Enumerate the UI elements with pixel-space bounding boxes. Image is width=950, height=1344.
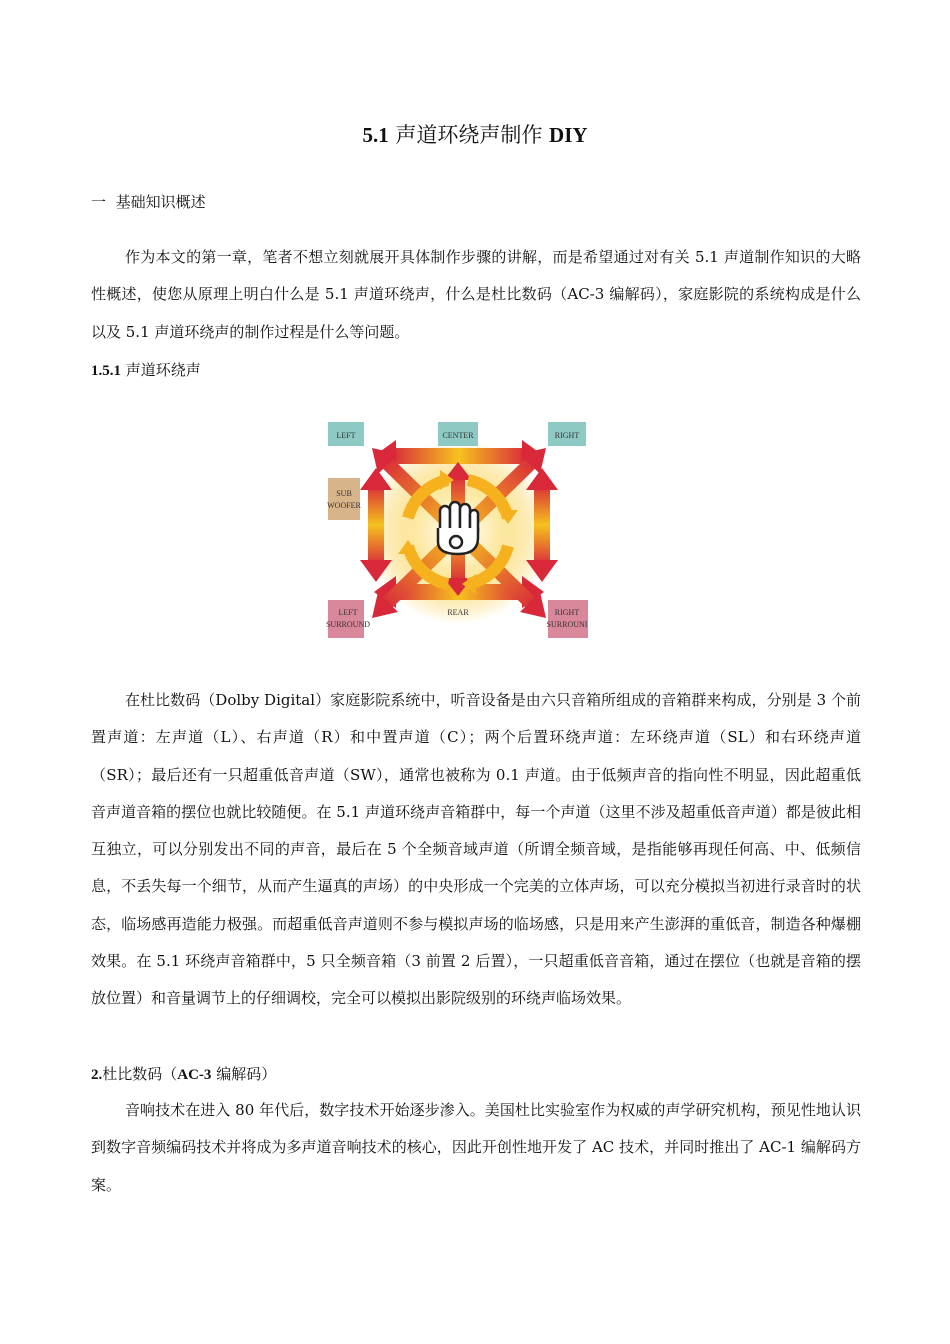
speaker-right-surround (547, 600, 588, 638)
speaker-rs-label-1: RIGHT (554, 608, 580, 617)
speaker-sub-label-2: WOOFER (327, 501, 361, 510)
listener-hand-icon (438, 502, 478, 554)
speaker-right-label: RIGHT (554, 431, 580, 440)
document-title (0, 120, 950, 150)
speaker-subwoofer (327, 478, 361, 520)
subsection-heading-2 (91, 1063, 276, 1086)
speaker-left-label: LEFT (336, 431, 356, 440)
subsection-2-code: AC-3 (177, 1067, 212, 1083)
section-number: 一 (91, 193, 107, 211)
subsection-2-label-a: 杜比数码（ (102, 1065, 178, 1083)
rear-label: REAR (447, 608, 469, 617)
title-suffix: DIY (549, 123, 588, 147)
speaker-left (328, 422, 364, 446)
diagram-svg (316, 418, 602, 640)
title-middle: 声道环绕声制作 (388, 123, 550, 147)
surround-speaker-diagram (316, 418, 602, 640)
speaker-center (438, 422, 478, 446)
section-heading-1 (91, 191, 206, 213)
subsection-heading-151 (91, 359, 201, 382)
subsection-number: 1.5.1 (91, 363, 121, 379)
speaker-center-label: CENTER (442, 431, 474, 440)
speaker-sub-label-1: SUB (336, 489, 352, 498)
speaker-left-surround (326, 600, 370, 638)
ac-paragraph: 音响技术在进入 80 年代后，数字技术开始逐步渗入。美国杜比实验室作为权威的声学研究机构，预见性地认识到数字音频编码技术并将成为多声道音响技术的核心，因此开创性地开发了 AC 技术，并同时推出了 AC-1 编解码方案。 (91, 1101, 861, 1194)
subsection-label: 声道环绕声 (121, 361, 201, 379)
section-label: 基础知识概述 (115, 193, 206, 211)
speaker-ls-label-1: LEFT (338, 608, 358, 617)
speaker-ls-label-2: SURROUND (325, 620, 371, 629)
speaker-rs-label-2: SURROUNI (546, 620, 588, 629)
subsection-2-number: 2. (91, 1067, 103, 1083)
subsection-2-label-b: 编解码） (211, 1065, 277, 1083)
intro-paragraph: 作为本文的第一章，笔者不想立刻就展开具体制作步骤的讲解，而是希望通过对有关 5.1 声道制作知识的大略性概述，使您从原理上明白什么是 5.1 声道环绕声，什么是杜比数码（AC-3 编解码），家庭影院的系统构成是什么以及 5.1 声道环绕声的制作过程是什么等问题。 (91, 248, 861, 341)
speaker-right (548, 422, 586, 446)
title-prefix: 5.1 (362, 123, 389, 147)
dolby-paragraph: 在杜比数码（Dolby Digital）家庭影院系统中，听音设备是由六只音箱所组成的音箱群来构成，分别是 3 个前置声道：左声道（L）、右声道（R）和中置声道（C）；两个后置环绕声道：左环绕声道（SL）和右环绕声道（SR）；最后还有一只超重低音声道（SW），通常也被称为 0.1 声道。由于低频声音的指向性不明显，因此超重低音声道音箱的摆位也就比较随便。在 5.1 声道环绕声音箱群中，每一个声道（这里不涉及超重低音声道）都是彼此相互独立，可以分别发出不同的声音，最后在 5 个全频音域声道（所谓全频音域，是指能够再现任何高、中、低频信息，不丢失每一个细节，从而产生逼真的声场）的中央形成一个完美的立体声场，可以充分模拟当初进行录音时的状态，临场感再造能力极强。而超重低音声道则不参与模拟声场的临场感，只是用来产生澎湃的重低音，制造各种爆棚效果。在 5.1 环绕声音箱群中，5 只全频音箱（3 前置 2 后置），一只超重低音音箱，通过在摆位（也就是音箱的摆放位置）和音量调节上的仔细调校，完全可以模拟出影院级别的环绕声临场效果。 (91, 691, 861, 1008)
